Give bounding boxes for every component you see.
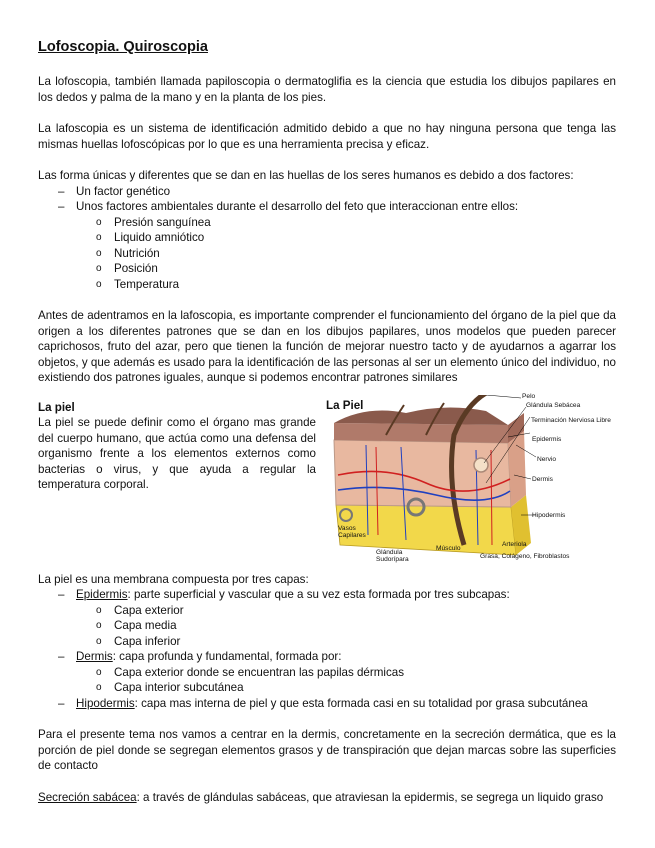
paragraph-system: La lafoscopia es un sistema de identificación admitido debido a que no hay ninguna persona que tenga las mismas huellas lofoscópicas por lo que es una herramienta precisa y eficaz.	[38, 122, 616, 151]
factors-list	[38, 184, 616, 215]
paragraph-layers-intro: La piel es una membrana compuesta por tres capas:	[38, 572, 309, 586]
desc-epidermis: : parte superficial y vascular que a su vez esta formada por tres subcapas:	[127, 588, 510, 601]
label-hipodermis: Hipodermis	[532, 511, 566, 519]
list-item: o Capa interior subcutánea	[38, 680, 616, 696]
list-item: o Posición	[38, 261, 616, 277]
list-item: o Presión sanguínea	[38, 215, 616, 231]
paragraph-secrecion	[38, 790, 616, 806]
paragraph-dermis-focus: Para el presente tema nos vamos a centrar en la dermis, concretamente en la secreción dermática, que es la porción de piel donde se segregan elementos grasos y de transpiración que dejan marcas sobre las superficies de contacto	[38, 728, 616, 772]
list-item: – Unos factores ambientales durante el desarrollo del feto que interaccionan entre ellos:	[38, 199, 616, 215]
label-vasos-capilares: Vasos Capilares	[338, 524, 366, 539]
list-item: o Capa exterior donde se encuentran las papilas dérmicas	[38, 665, 616, 681]
skin-diagram	[326, 392, 626, 575]
label-glandula-sebacea: Glándula Sebácea	[526, 401, 581, 409]
label-musculo: Músculo	[436, 544, 461, 552]
paragraph-definition: La lofoscopia, también llamada papiloscopia o dermatoglifia es la ciencia que estudia los dibujos papilares en los dedos y palma de la mano y en la planta de los pies.	[38, 75, 616, 104]
desc-dermis: : capa profunda y fundamental, formada por:	[112, 650, 342, 663]
page-title: Lofoscopia. Quiroscopia	[38, 39, 208, 55]
list-item-hipodermis	[38, 696, 616, 712]
term-secrecion: Secreción sabácea	[38, 790, 137, 804]
label-glandula-sudoripara: Glándula Sudorípara	[376, 548, 409, 563]
figure-title: La Piel	[326, 398, 364, 412]
paragraph-piel: La piel se puede definir como el órgano mas grande del cuerpo humano, que actúa como una defensa del organismo frente a los elementos externos como bacterias o virus, y que ayuda a regular la temperatura corporal.	[38, 416, 316, 491]
environmental-factors-list	[38, 215, 616, 293]
term-hipodermis: Hipodermis	[76, 696, 135, 710]
label-terminacion-nerviosa: Terminación Nerviosa Libre	[531, 416, 611, 424]
list-item: o Temperatura	[38, 277, 616, 293]
list-item: o Capa media	[38, 618, 616, 634]
label-arteriola: Arteriola	[502, 540, 527, 548]
label-pelo: Pelo	[522, 392, 536, 400]
label-dermis: Dermis	[532, 475, 553, 483]
dermis-sublayers	[38, 665, 616, 696]
skin-section	[38, 392, 616, 572]
list-item: o Liquido amniótico	[38, 230, 616, 246]
list-item: o Capa inferior	[38, 634, 616, 650]
epidermis-sublayers	[38, 603, 616, 650]
desc-hipodermis: : capa mas interna de piel y que esta formada casi en su totalidad por grasa subcutánea	[134, 696, 588, 710]
term-epidermis: Epidermis	[76, 588, 128, 601]
list-item-dermis	[38, 649, 616, 665]
label-epidermis: Epidermis	[532, 435, 562, 443]
layers-list	[38, 649, 616, 665]
label-grasa: Grasa, Colágeno, Fibroblastos	[480, 552, 570, 560]
list-item: o Nutrición	[38, 246, 616, 262]
label-nervio: Nervio	[537, 455, 557, 463]
term-dermis: Dermis	[76, 650, 113, 663]
section-heading-piel: La piel	[38, 400, 75, 414]
layers-list	[38, 587, 616, 603]
paragraph-intro-skin: Antes de adentramos en la lafoscopia, es importante comprender el funcionamiento del órgano de la piel que da origen a los diferentes patrones que se dan en los dibujos papilares, unos modelos que pueden parecer caprichosos, fruto del azar, pero que tienen la función de mejorar nuestro tacto y de ayudarnos a agarrar los objetos, y que además es usado para la identificación de las personas al ser un elemento único del individuo, no existiendo dos patrones iguales, aunque si podemos encontrar patrones similares	[38, 309, 616, 384]
document-page	[38, 38, 616, 805]
list-item-epidermis	[38, 587, 616, 603]
paragraph-factors-intro: Las forma únicas y diferentes que se dan en las huellas de los seres humanos es debido a dos factores:	[38, 169, 574, 182]
layers-list	[38, 696, 616, 712]
desc-secrecion: : a través de glándulas sabáceas, que atraviesan la epidermis, se segrega un liquido graso	[136, 790, 604, 804]
list-item: o Capa exterior	[38, 603, 616, 619]
skin-text-column	[38, 400, 316, 493]
list-item: – Un factor genético	[38, 184, 616, 200]
